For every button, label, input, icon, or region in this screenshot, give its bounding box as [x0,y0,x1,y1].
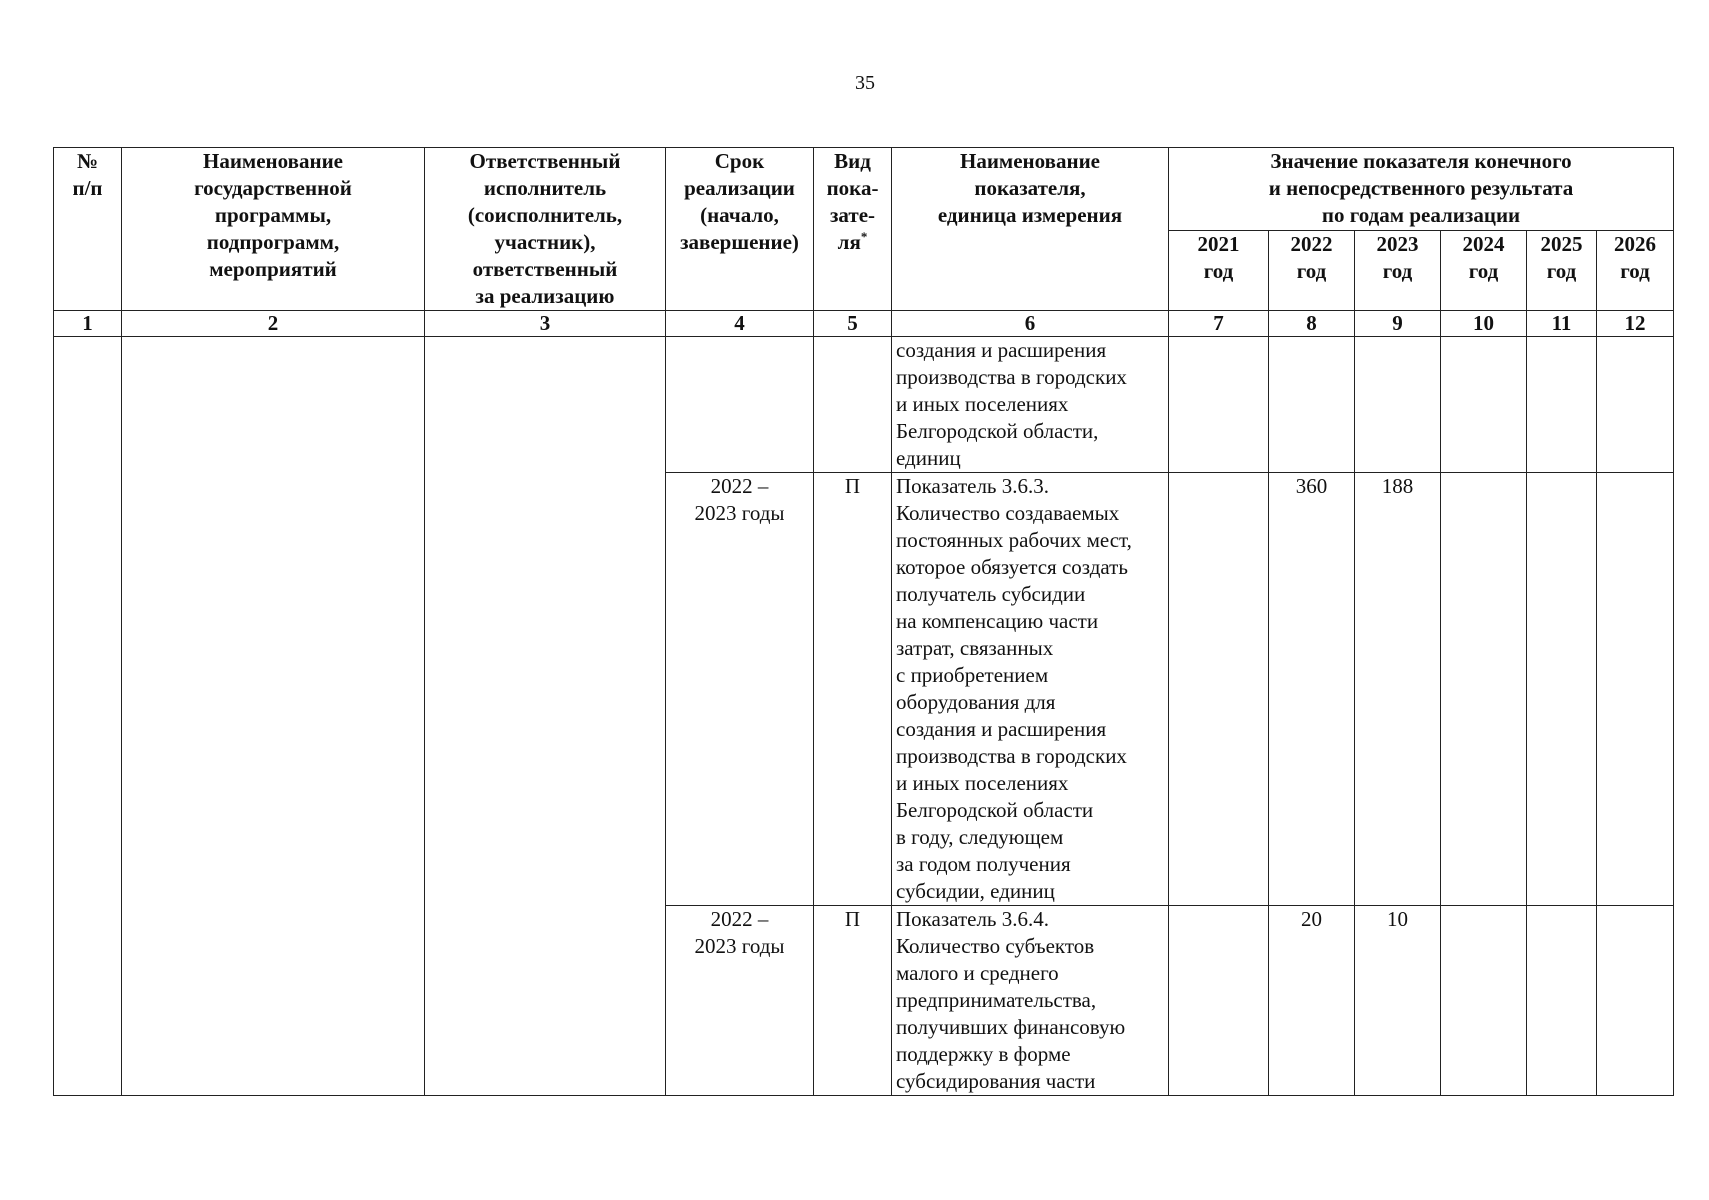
cell-term: 2022 – 2023 годы [666,473,814,906]
header-indicator-type: Вид пока- зате- ля* [814,148,892,311]
cell-value-2022: 20 [1269,906,1355,1096]
cell-executor [425,337,666,1096]
cell-indicator-type: П [814,906,892,1096]
cell-value-2022 [1269,337,1355,473]
cell-value-2024 [1441,906,1527,1096]
column-number: 12 [1597,311,1674,337]
header-year-2021: 2021 год [1169,230,1269,311]
header-year-2025: 2025 год [1527,230,1597,311]
column-number: 8 [1269,311,1355,337]
column-number: 9 [1355,311,1441,337]
column-number: 5 [814,311,892,337]
cell-value-2025 [1527,906,1597,1096]
cell-indicator-name: создания и расширения производства в городских и иных поселениях Белгородской области, единиц [892,337,1169,473]
cell-value-2026 [1597,906,1674,1096]
header-values-group: Значение показателя конечного и непосредственного результата по годам реализации [1169,148,1674,231]
cell-value-2021 [1169,337,1269,473]
cell-value-2021 [1169,473,1269,906]
column-number: 2 [122,311,425,337]
cell-value-2025 [1527,337,1597,473]
cell-value-2026 [1597,473,1674,906]
header-year-2024: 2024 год [1441,230,1527,311]
cell-indicator-name: Показатель 3.6.3. Количество создаваемых постоянных рабочих мест, которое обязуется создать получатель субсидии на компенсацию части затрат, связанных с приобретением оборудования для создания и расширения производства в городских и иных поселениях Белгородской области в году, следующем за годом получения субсидии, единиц [892,473,1169,906]
cell-value-2024 [1441,473,1527,906]
cell-value-2024 [1441,337,1527,473]
cell-indicator-name: Показатель 3.6.4. Количество субъектов малого и среднего предпринимательства, получивших финансовую поддержку в форме субсидирования части [892,906,1169,1096]
cell-value-2023: 10 [1355,906,1441,1096]
cell-value-2023: 188 [1355,473,1441,906]
column-number: 10 [1441,311,1527,337]
cell-number [54,337,122,1096]
header-year-2026: 2026 год [1597,230,1674,311]
column-number: 1 [54,311,122,337]
header-indicator-name: Наименование показателя, единица измерения [892,148,1169,311]
column-number-row [54,311,1674,337]
cell-value-2026 [1597,337,1674,473]
cell-indicator-type: П [814,473,892,906]
cell-term: 2022 – 2023 годы [666,906,814,1096]
header-number: № п/п [54,148,122,311]
header-year-2023: 2023 год [1355,230,1441,311]
cell-value-2023 [1355,337,1441,473]
cell-value-2022: 360 [1269,473,1355,906]
column-number: 3 [425,311,666,337]
cell-indicator-type [814,337,892,473]
header-year-2022: 2022 год [1269,230,1355,311]
header-term: Срок реализации (начало, завершение) [666,148,814,311]
column-number: 4 [666,311,814,337]
indicators-table [53,147,1674,1096]
cell-value-2021 [1169,906,1269,1096]
column-number: 11 [1527,311,1597,337]
cell-program-name [122,337,425,1096]
cell-term [666,337,814,473]
cell-value-2025 [1527,473,1597,906]
column-number: 6 [892,311,1169,337]
header-executor: Ответственный исполнитель (соисполнитель, участник), ответственный за реализацию [425,148,666,311]
table-row [54,337,1674,473]
page-number: 35 [855,72,875,94]
column-number: 7 [1169,311,1269,337]
header-program-name: Наименование государственной программы, подпрограмм, мероприятий [122,148,425,311]
